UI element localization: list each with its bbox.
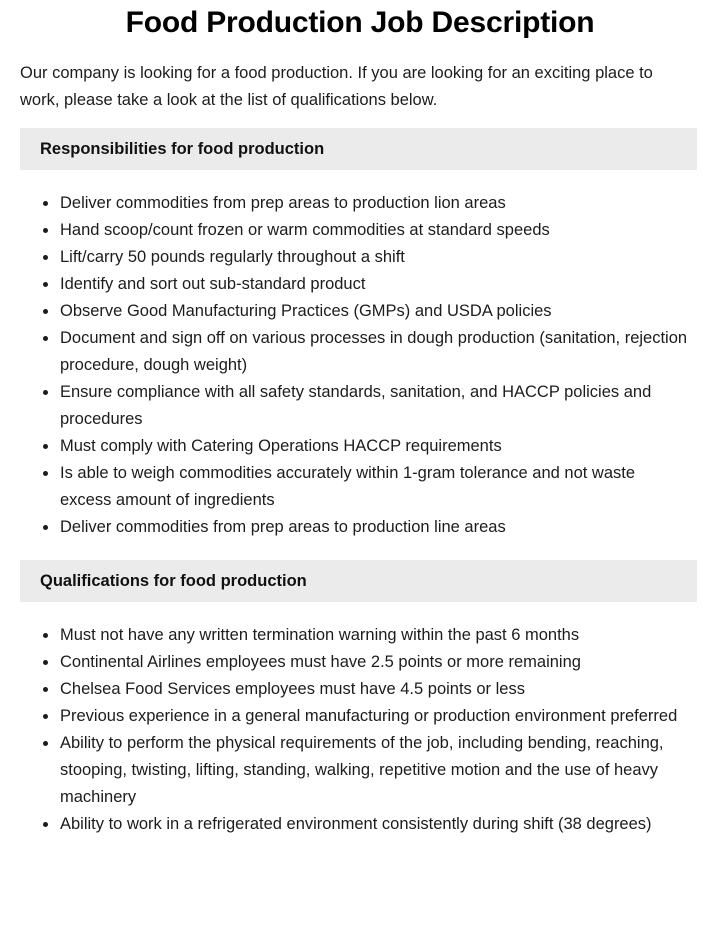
list-item: Deliver commodities from prep areas to production lion areas xyxy=(60,190,688,217)
list-item: Previous experience in a general manufacturing or production environment preferred xyxy=(60,703,688,730)
qualifications-section-header xyxy=(20,560,697,602)
list-item: Document and sign off on various processes in dough production (sanitation, rejection procedure, dough weight) xyxy=(60,325,688,379)
list-item: Identify and sort out sub-standard product xyxy=(60,271,688,298)
intro-paragraph: Our company is looking for a food production. If you are looking for an exciting place to work, please take a look at the list of qualifications below. xyxy=(20,64,653,109)
list-item: Lift/carry 50 pounds regularly throughout a shift xyxy=(60,244,688,271)
job-description-page xyxy=(0,6,720,838)
list-item: Is able to weigh commodities accurately within 1-gram tolerance and not waste excess amount of ingredients xyxy=(60,460,688,514)
list-item: Ability to perform the physical requirements of the job, including bending, reaching, stooping, twisting, lifting, standing, walking, repetitive motion and the use of heavy machinery xyxy=(60,730,688,811)
section-qualifications xyxy=(0,560,720,838)
list-item: Ensure compliance with all safety standards, sanitation, and HACCP policies and procedures xyxy=(60,379,688,433)
qualifications-heading-text: Qualifications for food production xyxy=(40,571,307,590)
list-item: Continental Airlines employees must have 2.5 points or more remaining xyxy=(60,649,688,676)
section-responsibilities xyxy=(0,128,720,541)
list-item: Chelsea Food Services employees must have 4.5 points or less xyxy=(60,676,688,703)
list-item: Must comply with Catering Operations HACCP requirements xyxy=(60,433,688,460)
responsibilities-heading-text: Responsibilities for food production xyxy=(40,139,325,158)
list-item: Must not have any written termination warning within the past 6 months xyxy=(60,622,688,649)
qualifications-list xyxy=(0,602,720,838)
responsibilities-list xyxy=(0,170,720,541)
list-item: Observe Good Manufacturing Practices (GMPs) and USDA policies xyxy=(60,298,688,325)
responsibilities-section-header xyxy=(20,128,697,170)
list-item: Hand scoop/count frozen or warm commodities at standard speeds xyxy=(60,217,688,244)
page-title: Food Production Job Description xyxy=(125,6,595,39)
list-item: Ability to work in a refrigerated environment consistently during shift (38 degrees) xyxy=(60,811,688,838)
list-item: Deliver commodities from prep areas to production line areas xyxy=(60,514,688,541)
